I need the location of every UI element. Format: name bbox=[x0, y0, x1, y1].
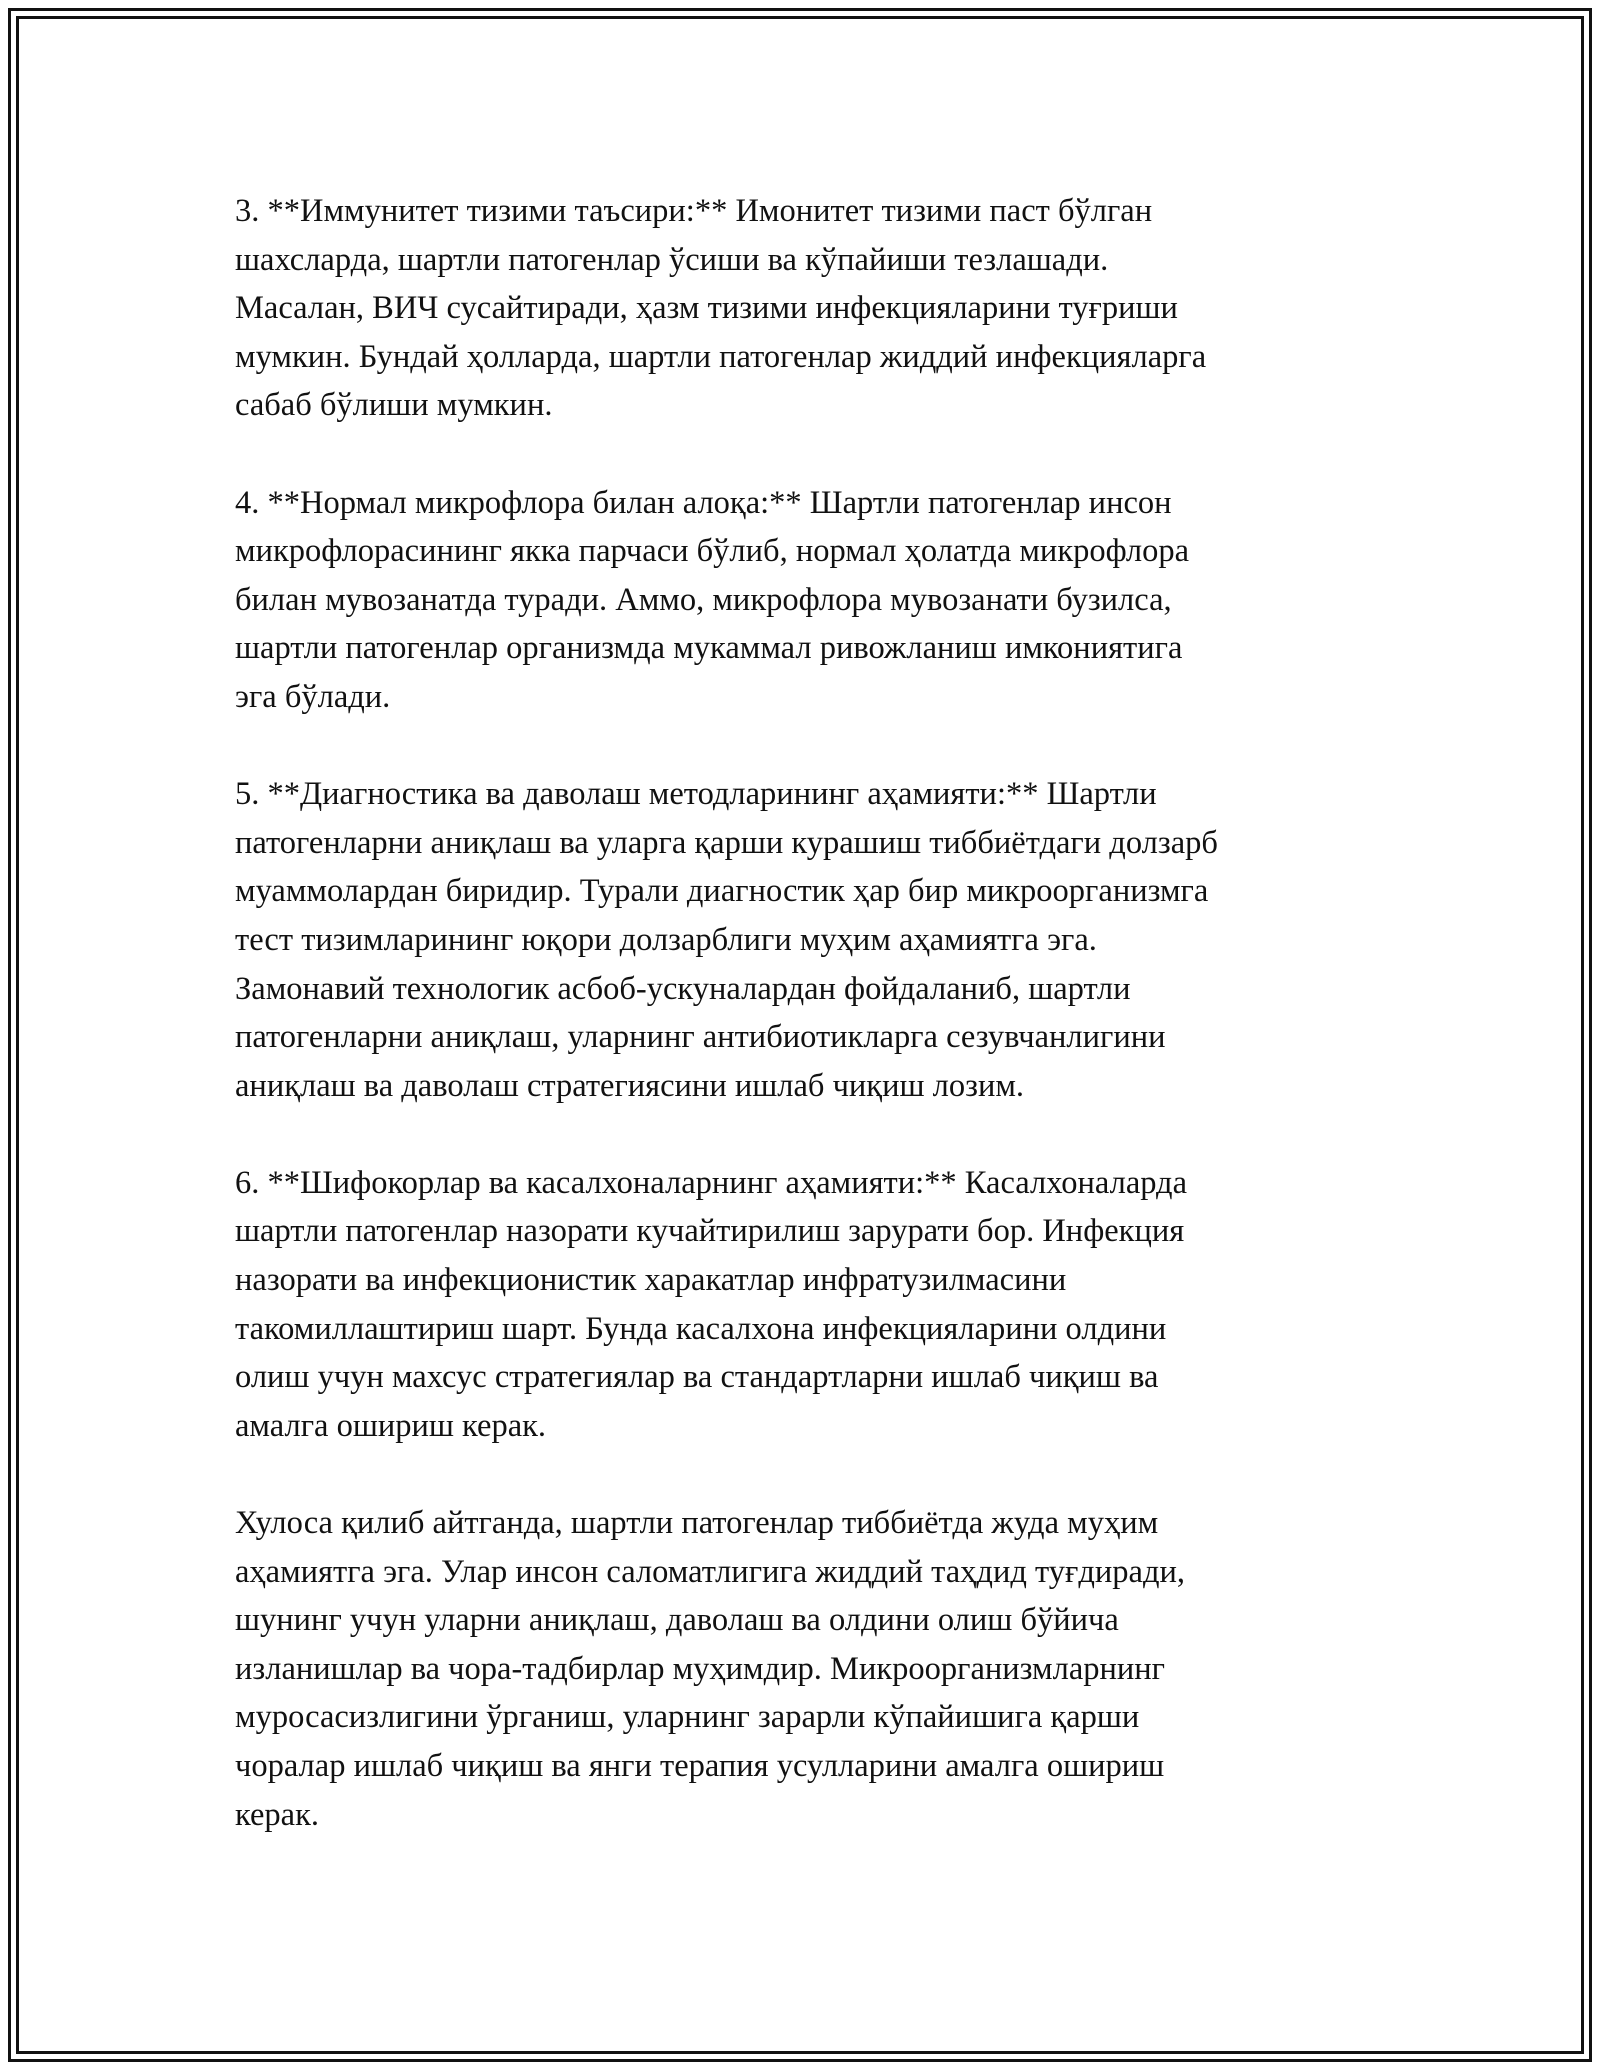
text-line: 6. **Шифокорлар ва касалхоналарнинг аҳамияти:** Касалхоналарда bbox=[235, 1164, 1188, 1201]
paragraph-immune-system bbox=[235, 187, 1365, 430]
text-line: аҳамиятга эга. Улар инсон саломатлигига жиддий таҳдид туғдиради, bbox=[235, 1553, 1186, 1590]
text-line: чоралар ишлаб чиқиш ва янги терапия усулларини амалга ошириш bbox=[235, 1748, 1165, 1784]
text-line: такомиллаштириш шарт. Бунда касалхона инфекцияларини олдини bbox=[235, 1310, 1167, 1347]
text-line: патогенларни аниқлаш ва уларга қарши курашиш тиббиётдаги долзарб bbox=[235, 824, 1218, 861]
text-line: 3. **Иммунитет тизими таъсири:** Имонитет тизими паст бўлган bbox=[235, 193, 1153, 229]
text-line: аниқлаш ва даволаш стратегиясини ишлаб чиқиш лозим. bbox=[235, 1067, 1025, 1104]
text-line: олиш учун махсус стратегиялар ва стандартларни ишлаб чиқиш ва bbox=[235, 1359, 1159, 1396]
text-line: эга бўлади. bbox=[235, 678, 391, 715]
text-line: Замонавий технологик асбоб-ускуналардан фойдаланиб, шартли bbox=[235, 970, 1131, 1007]
text-line: Хулоса қилиб айтганда, шартли патогенлар тиббиётда жуда муҳим bbox=[235, 1505, 1159, 1542]
text-line: амалга ошириш керак. bbox=[235, 1407, 547, 1444]
text-line: 4. **Нормал микрофлора билан алоқа:** Шартли патогенлар инсон bbox=[235, 484, 1172, 521]
text-line: шахсларда, шартли патогенлар ўсиши ва кўпайиши тезлашади. bbox=[235, 241, 1109, 278]
paragraph-hospitals bbox=[235, 1159, 1365, 1451]
text-line: мумкин. Бундай ҳолларда, шартли патогенлар жиддий инфекцияларга bbox=[235, 338, 1207, 375]
text-line: 5. **Диагностика ва даволаш методларининг аҳамияти:** Шартли bbox=[235, 776, 1157, 813]
document-body bbox=[235, 187, 1365, 1888]
text-line: изланишлар ва чора-тадбирлар муҳимдир. Микроорганизмларнинг bbox=[235, 1650, 1166, 1687]
text-line: назорати ва инфекционистик харакатлар инфратузилмасини bbox=[235, 1262, 1067, 1299]
text-line: патогенларни аниқлаш, уларнинг антибиотикларга сезувчанлигини bbox=[235, 1019, 1166, 1056]
text-line: шартли патогенлар назорати кучайтирилиш зарурати бор. Инфекция bbox=[235, 1213, 1185, 1250]
text-line: Масалан, ВИЧ сусайтиради, ҳазм тизими инфекцияларини туғриши bbox=[235, 290, 1178, 327]
text-line: муросасизлигини ўрганиш, уларнинг зарарли кўпайишига қарши bbox=[235, 1699, 1140, 1736]
text-line: билан мувозанатда туради. Аммо, микрофлора мувозанати бузилса, bbox=[235, 581, 1172, 618]
text-line: микрофлорасининг якка парчаси бўлиб, нормал ҳолатда микрофлора bbox=[235, 533, 1190, 570]
text-line: сабаб бўлиши мумкин. bbox=[235, 387, 553, 424]
text-line: шартли патогенлар организмда мукаммал ривожланиш имкониятига bbox=[235, 630, 1183, 667]
paragraph-diagnostics bbox=[235, 770, 1365, 1110]
text-line: шунинг учун уларни аниқлаш, даволаш ва олдини олиш бўйича bbox=[235, 1602, 1119, 1639]
paragraph-conclusion bbox=[235, 1499, 1365, 1839]
paragraph-normal-microflora bbox=[235, 479, 1365, 722]
text-line: керак. bbox=[235, 1796, 319, 1833]
text-line: тест тизимларининг юқори долзарблиги муҳим аҳамиятга эга. bbox=[235, 921, 1097, 958]
text-line: муаммолардан биридир. Турали диагностик ҳар бир микроорганизмга bbox=[235, 873, 1209, 910]
